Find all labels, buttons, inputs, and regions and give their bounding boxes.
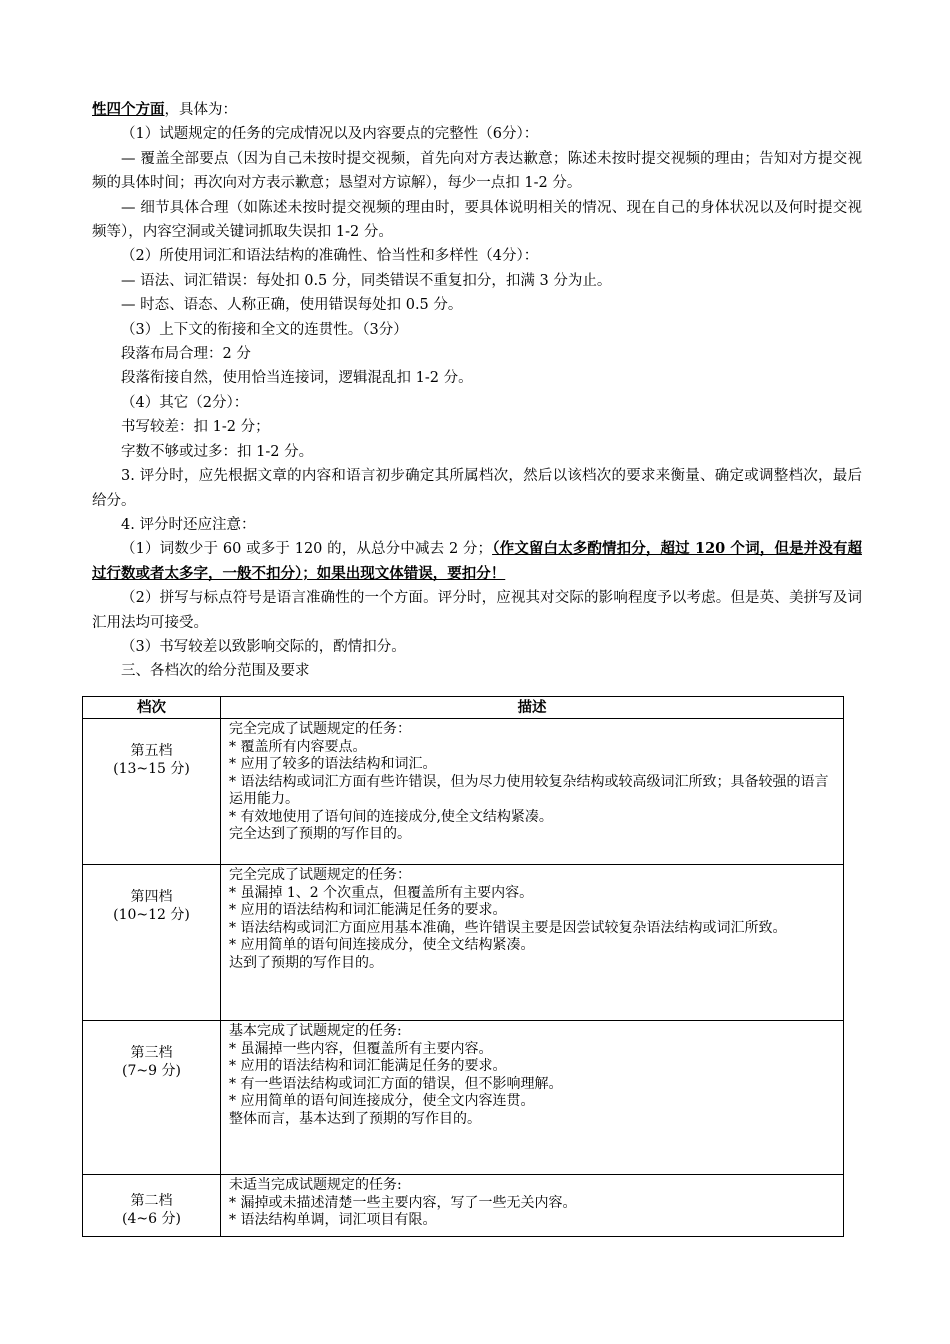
- criterion-1-item-a: — 覆盖全部要点（因为自己未按时提交视频，首先向对方表达歉意；陈述未按时提交视频的理由；告知对方提交视频的具体时间；再次向对方表示歉意；恳望对方谅解），每少一点扣 1-2 分。: [92, 150, 862, 192]
- table-row: [83, 719, 844, 865]
- rule-3: 3. 评分时，应先根据文章的内容和语言初步确定其所属档次，然后以该档次的要求来衡量、确定或调整档次，最后给分。: [92, 468, 862, 509]
- criterion-2-heading: （2）所使用词汇和语法结构的准确性、恰当性和多样性（4分）：: [121, 248, 539, 265]
- note-3: （3）书写较差以致影响交际的，酌情扣分。: [121, 638, 406, 655]
- table-row: [83, 865, 844, 1021]
- description-line: * 虽漏掉一些内容，但覆盖所有主要内容。: [229, 1040, 493, 1057]
- description-line: 完全达到了预期的写作目的。: [229, 826, 411, 842]
- description-line: * 应用的语法结构和词汇能满足任务的要求。: [229, 1058, 507, 1074]
- table-row: [83, 1175, 844, 1237]
- description-line: * 漏掉或未描述清楚一些主要内容，写了一些无关内容。: [229, 1194, 577, 1211]
- level-range: (10~12 分): [113, 906, 190, 923]
- description-cell: [221, 1175, 844, 1237]
- description-line: * 语法结构或词汇方面有些许错误，但为尽力使用较复杂结构或较高级词汇所致；具备较强的语言运用能力。: [229, 773, 829, 807]
- intro-line: [92, 98, 862, 122]
- note-1-plain: （1）词数少于 60 或多于 120 的，从总分中减去 2 分；: [121, 541, 493, 558]
- criterion-3-item-a: 段落布局合理：2 分: [121, 346, 251, 363]
- header-description: 描述: [221, 697, 844, 719]
- level-cell: [83, 865, 221, 1021]
- criterion-1-heading: （1）试题规定的任务的完成情况以及内容要点的完整性（6分）：: [121, 126, 539, 143]
- description-cell: [221, 865, 844, 1021]
- description-line: * 应用简单的语句间连接成分，使全文内容连贯。: [229, 1093, 535, 1109]
- table-header-row: [83, 697, 844, 719]
- description-line: 未适当完成试题规定的任务:: [229, 1177, 402, 1193]
- description-line: 基本完成了试题规定的任务:: [229, 1023, 402, 1039]
- description-cell: [221, 1021, 844, 1175]
- level-range: (7~9 分): [122, 1062, 181, 1079]
- description-line: * 覆盖所有内容要点。: [229, 738, 367, 755]
- description-line: 达到了预期的写作目的。: [229, 954, 383, 971]
- criterion-3-heading: （3）上下文的衔接和全文的连贯性。（3分）: [121, 321, 408, 338]
- description-line: * 有效地使用了语句间的连接成分,使全文结构紧凑。: [229, 808, 553, 825]
- level-name: 第三档: [130, 1045, 173, 1061]
- grading-table: [82, 696, 844, 1237]
- description-line: 整体而言，基本达到了预期的写作目的。: [229, 1110, 481, 1127]
- description-line: 完全完成了试题规定的任务：: [229, 867, 411, 883]
- note-1: [92, 537, 862, 586]
- description-line: * 虽漏掉 1、2 个次重点，但覆盖所有主要内容。: [229, 884, 534, 901]
- intro-rest: ，具体为：: [164, 102, 237, 118]
- criterion-2-item-b: — 时态、语态、人称正确，使用错误每处扣 0.5 分。: [121, 297, 463, 314]
- description-line: * 有一些语法结构或词汇方面的错误，但不影响理解。: [229, 1075, 563, 1092]
- description-line: * 语法结构单调，词汇项目有限。: [229, 1212, 437, 1228]
- description-line: 完全完成了试题规定的任务：: [229, 721, 411, 737]
- level-name: 第二档: [130, 1193, 173, 1209]
- note-1-bold: （作文留白太多酌情扣分，超过 120 个词，但是并没有超过行数或者太多字，一般不扣分）；如果出现文体错误，要扣分！: [92, 540, 862, 582]
- description-cell: [221, 719, 844, 865]
- criterion-4-item-b: 字数不够或过多：扣 1-2 分。: [121, 443, 314, 460]
- criterion-4-item-a: 书写较差：扣 1-2 分；: [121, 419, 270, 436]
- level-cell: [83, 719, 221, 865]
- criterion-4-heading: （4）其它（2分）：: [121, 394, 249, 411]
- level-name: 第四档: [130, 889, 173, 905]
- document-body: [92, 98, 862, 684]
- intro-bold: 性四个方面: [92, 101, 165, 118]
- criterion-2-item-a: — 语法、词汇错误：每处扣 0.5 分，同类错误不重复扣分，扣满 3 分为止。: [121, 272, 612, 289]
- description-line: * 应用的语法结构和词汇能满足任务的要求。: [229, 902, 507, 918]
- level-cell: [83, 1021, 221, 1175]
- header-level: 档次: [83, 697, 221, 719]
- description-line: * 应用了较多的语法结构和词汇。: [229, 756, 437, 772]
- rule-4: 4. 评分时还应注意：: [121, 516, 256, 533]
- table-title: 三、各档次的给分范围及要求: [121, 663, 310, 680]
- criterion-3-item-b: 段落衔接自然，使用恰当连接词，逻辑混乱扣 1-2 分。: [121, 370, 473, 387]
- table-row: [83, 1021, 844, 1175]
- description-line: * 语法结构或词汇方面应用基本准确，些许错误主要是因尝试较复杂语法结构或词汇所致。: [229, 919, 787, 936]
- level-cell: [83, 1175, 221, 1237]
- level-name: 第五档: [130, 743, 173, 759]
- level-range: (4~6 分): [122, 1210, 181, 1227]
- note-2: （2）拼写与标点符号是语言准确性的一个方面。评分时，应视其对交际的影响程度予以考虑。但是英、美拼写及词汇用法均可接受。: [92, 590, 862, 631]
- level-range: (13~15 分): [113, 760, 190, 777]
- description-line: * 应用简单的语句间连接成分，使全文结构紧凑。: [229, 937, 535, 953]
- criterion-1-item-b: — 细节具体合理（如陈述未按时提交视频的理由时，要具体说明相关的情况、现在自己的身体状况以及何时提交视频等），内容空洞或关键词抓取失误扣 1-2 分。: [92, 199, 862, 241]
